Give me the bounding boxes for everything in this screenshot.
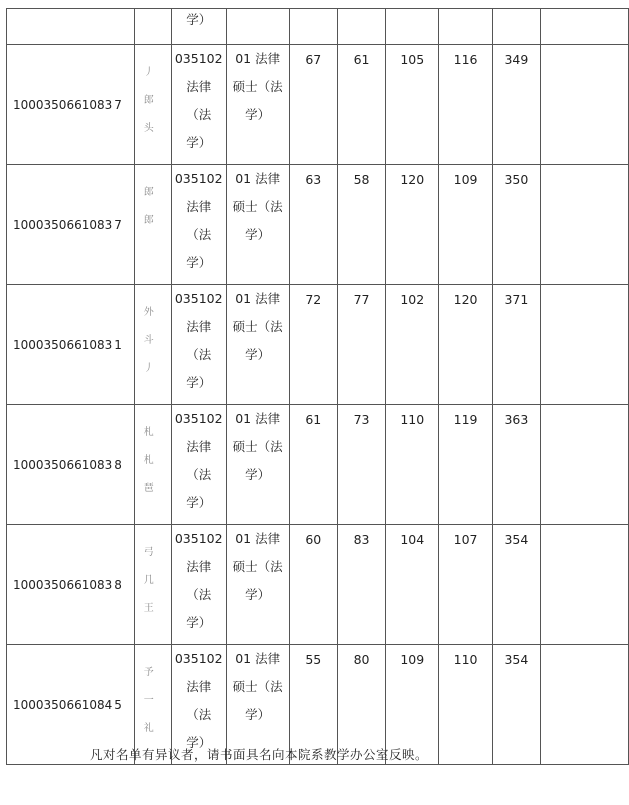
score-subject2: 120: [439, 285, 492, 405]
cell-remark: [541, 405, 629, 525]
cell-remark: [541, 165, 629, 285]
score-subject2: 110: [439, 645, 492, 765]
direction-line: 01 法律: [235, 531, 281, 546]
major-line: 法律: [186, 79, 212, 94]
major-line: 035102: [174, 411, 223, 426]
score-english: 61: [337, 45, 385, 165]
cell-remark: [541, 9, 629, 45]
score-politics: 63: [289, 165, 337, 285]
cell-name: [134, 405, 171, 525]
major-line: 学）: [186, 495, 212, 510]
score-total: 350: [492, 165, 540, 285]
cell-name: [134, 525, 171, 645]
cell-direction: [226, 285, 289, 405]
score-politics: 60: [289, 525, 337, 645]
candidate-id-tail: 8: [114, 457, 122, 472]
name-fragment: 郎: [143, 215, 154, 226]
name-fragment: 琶: [143, 483, 154, 494]
candidate-id-tail: 1: [114, 337, 122, 352]
score-politics: 67: [289, 45, 337, 165]
cell-score: [289, 9, 337, 45]
candidate-id-tail: 5: [114, 697, 122, 712]
cell-direction: [226, 525, 289, 645]
score-subject1: 104: [386, 525, 439, 645]
table-row: [7, 9, 629, 45]
major-line: 法律: [186, 679, 212, 694]
major-line: （法: [186, 587, 212, 602]
score-total: 354: [492, 525, 540, 645]
cell-id: [7, 9, 135, 45]
major-line: 法律: [186, 559, 212, 574]
major-line: （法: [186, 707, 212, 722]
cell-id: [7, 165, 135, 285]
direction-line: 硕士（法: [232, 319, 283, 334]
direction-line: 01 法律: [235, 411, 281, 426]
candidate-id-tail: 7: [114, 217, 122, 232]
name-fragment: 札: [143, 455, 154, 466]
score-english: 83: [337, 525, 385, 645]
cell-direction: [226, 165, 289, 285]
major-line: （法: [186, 227, 212, 242]
cell-remark: [541, 645, 629, 765]
score-subject1: 120: [386, 165, 439, 285]
name-fragment: 郎: [143, 95, 154, 106]
score-english: 80: [337, 645, 385, 765]
table-row: [7, 45, 629, 165]
name-fragment: 头: [143, 123, 154, 134]
score-subject1: 105: [386, 45, 439, 165]
cell-remark: [541, 285, 629, 405]
cell-id: [7, 285, 135, 405]
score-subject1: 110: [386, 405, 439, 525]
cell-remark: [541, 45, 629, 165]
direction-line: 硕士（法: [232, 679, 283, 694]
major-line: 035102: [174, 51, 223, 66]
cell-score: [337, 9, 385, 45]
major-line: 035102: [174, 291, 223, 306]
table-row: [7, 285, 629, 405]
score-table: [6, 8, 629, 765]
direction-line: 01 法律: [235, 171, 281, 186]
cell-id: [7, 45, 135, 165]
table-row: [7, 405, 629, 525]
major-line: 学）: [186, 255, 212, 270]
cell-major: [171, 525, 226, 645]
score-total: 354: [492, 645, 540, 765]
major-line: （法: [186, 347, 212, 362]
score-subject1: 102: [386, 285, 439, 405]
name-fragment: 丿: [143, 363, 154, 374]
candidate-id: 1000350661083: [13, 337, 113, 352]
name-fragment: 外: [143, 307, 154, 318]
major-line: 法律: [186, 199, 212, 214]
direction-line: 学）: [245, 467, 271, 482]
direction-line: 学）: [245, 587, 271, 602]
score-total: 371: [492, 285, 540, 405]
major-line: 法律: [186, 439, 212, 454]
candidate-id: 1000350661083: [13, 577, 113, 592]
score-subject1: 109: [386, 645, 439, 765]
direction-line: 学）: [245, 707, 271, 722]
major-line: （法: [186, 467, 212, 482]
name-fragment: 几: [143, 575, 154, 586]
cell-direction: [226, 405, 289, 525]
score-politics: 61: [289, 405, 337, 525]
major-line: 学）: [186, 615, 212, 630]
cell-total: [492, 9, 540, 45]
cell-score: [386, 9, 439, 45]
score-total: 349: [492, 45, 540, 165]
candidate-id: 1000350661084: [13, 697, 113, 712]
candidate-id: 1000350661083: [13, 97, 113, 112]
score-total: 363: [492, 405, 540, 525]
direction-line: 01 法律: [235, 651, 281, 666]
cell-name: [134, 165, 171, 285]
cell-major: [171, 165, 226, 285]
direction-line: 01 法律: [235, 51, 281, 66]
cell-major: [171, 9, 226, 45]
score-politics: 55: [289, 645, 337, 765]
candidate-id-tail: 8: [114, 577, 122, 592]
score-subject2: 119: [439, 405, 492, 525]
score-english: 58: [337, 165, 385, 285]
cell-major: [171, 405, 226, 525]
cell-major: [171, 285, 226, 405]
score-subject2: 116: [439, 45, 492, 165]
name-fragment: 一: [143, 695, 154, 706]
major-line: 学）: [186, 735, 212, 750]
cell-score: [439, 9, 492, 45]
name-fragment: 礼: [143, 723, 154, 734]
name-fragment: 王: [143, 603, 154, 614]
direction-line: 学）: [245, 347, 271, 362]
direction-line: 硕士（法: [232, 199, 283, 214]
cell-id: [7, 525, 135, 645]
name-fragment: 丿: [143, 67, 154, 78]
direction-line: 学）: [245, 227, 271, 242]
name-fragment: 郎: [143, 187, 154, 198]
major-line: 035102: [174, 651, 223, 666]
major-line: 035102: [174, 171, 223, 186]
cell-direction: [226, 45, 289, 165]
cell-id: [7, 405, 135, 525]
direction-line: 01 法律: [235, 291, 281, 306]
candidate-id: 1000350661083: [13, 457, 113, 472]
name-fragment: 予: [143, 667, 154, 678]
table-row: [7, 525, 629, 645]
major-line: 学）: [186, 375, 212, 390]
cell-major: [171, 45, 226, 165]
cell-remark: [541, 525, 629, 645]
candidate-id: 1000350661083: [13, 217, 113, 232]
cell-name: [134, 285, 171, 405]
score-politics: 72: [289, 285, 337, 405]
major-line: 法律: [186, 319, 212, 334]
candidate-id-tail: 7: [114, 97, 122, 112]
score-english: 77: [337, 285, 385, 405]
score-subject2: 107: [439, 525, 492, 645]
score-subject2: 109: [439, 165, 492, 285]
cell-name: [134, 45, 171, 165]
cell-name: [134, 9, 171, 45]
major-line: 035102: [174, 531, 223, 546]
major-line: 学）: [186, 135, 212, 150]
major-line: （法: [186, 107, 212, 122]
direction-line: 学）: [245, 107, 271, 122]
direction-line: 硕士（法: [232, 439, 283, 454]
name-fragment: 札: [143, 427, 154, 438]
cell-direction: [226, 9, 289, 45]
table-row: [7, 165, 629, 285]
name-fragment: 弓: [143, 547, 154, 558]
major-line: 学）: [186, 12, 212, 27]
direction-line: 硕士（法: [232, 79, 283, 94]
notice-text: 凡对名单有异议者，请书面具名向本院系教学办公室反映。: [90, 747, 429, 762]
score-english: 73: [337, 405, 385, 525]
direction-line: 硕士（法: [232, 559, 283, 574]
name-fragment: 斗: [143, 335, 154, 346]
